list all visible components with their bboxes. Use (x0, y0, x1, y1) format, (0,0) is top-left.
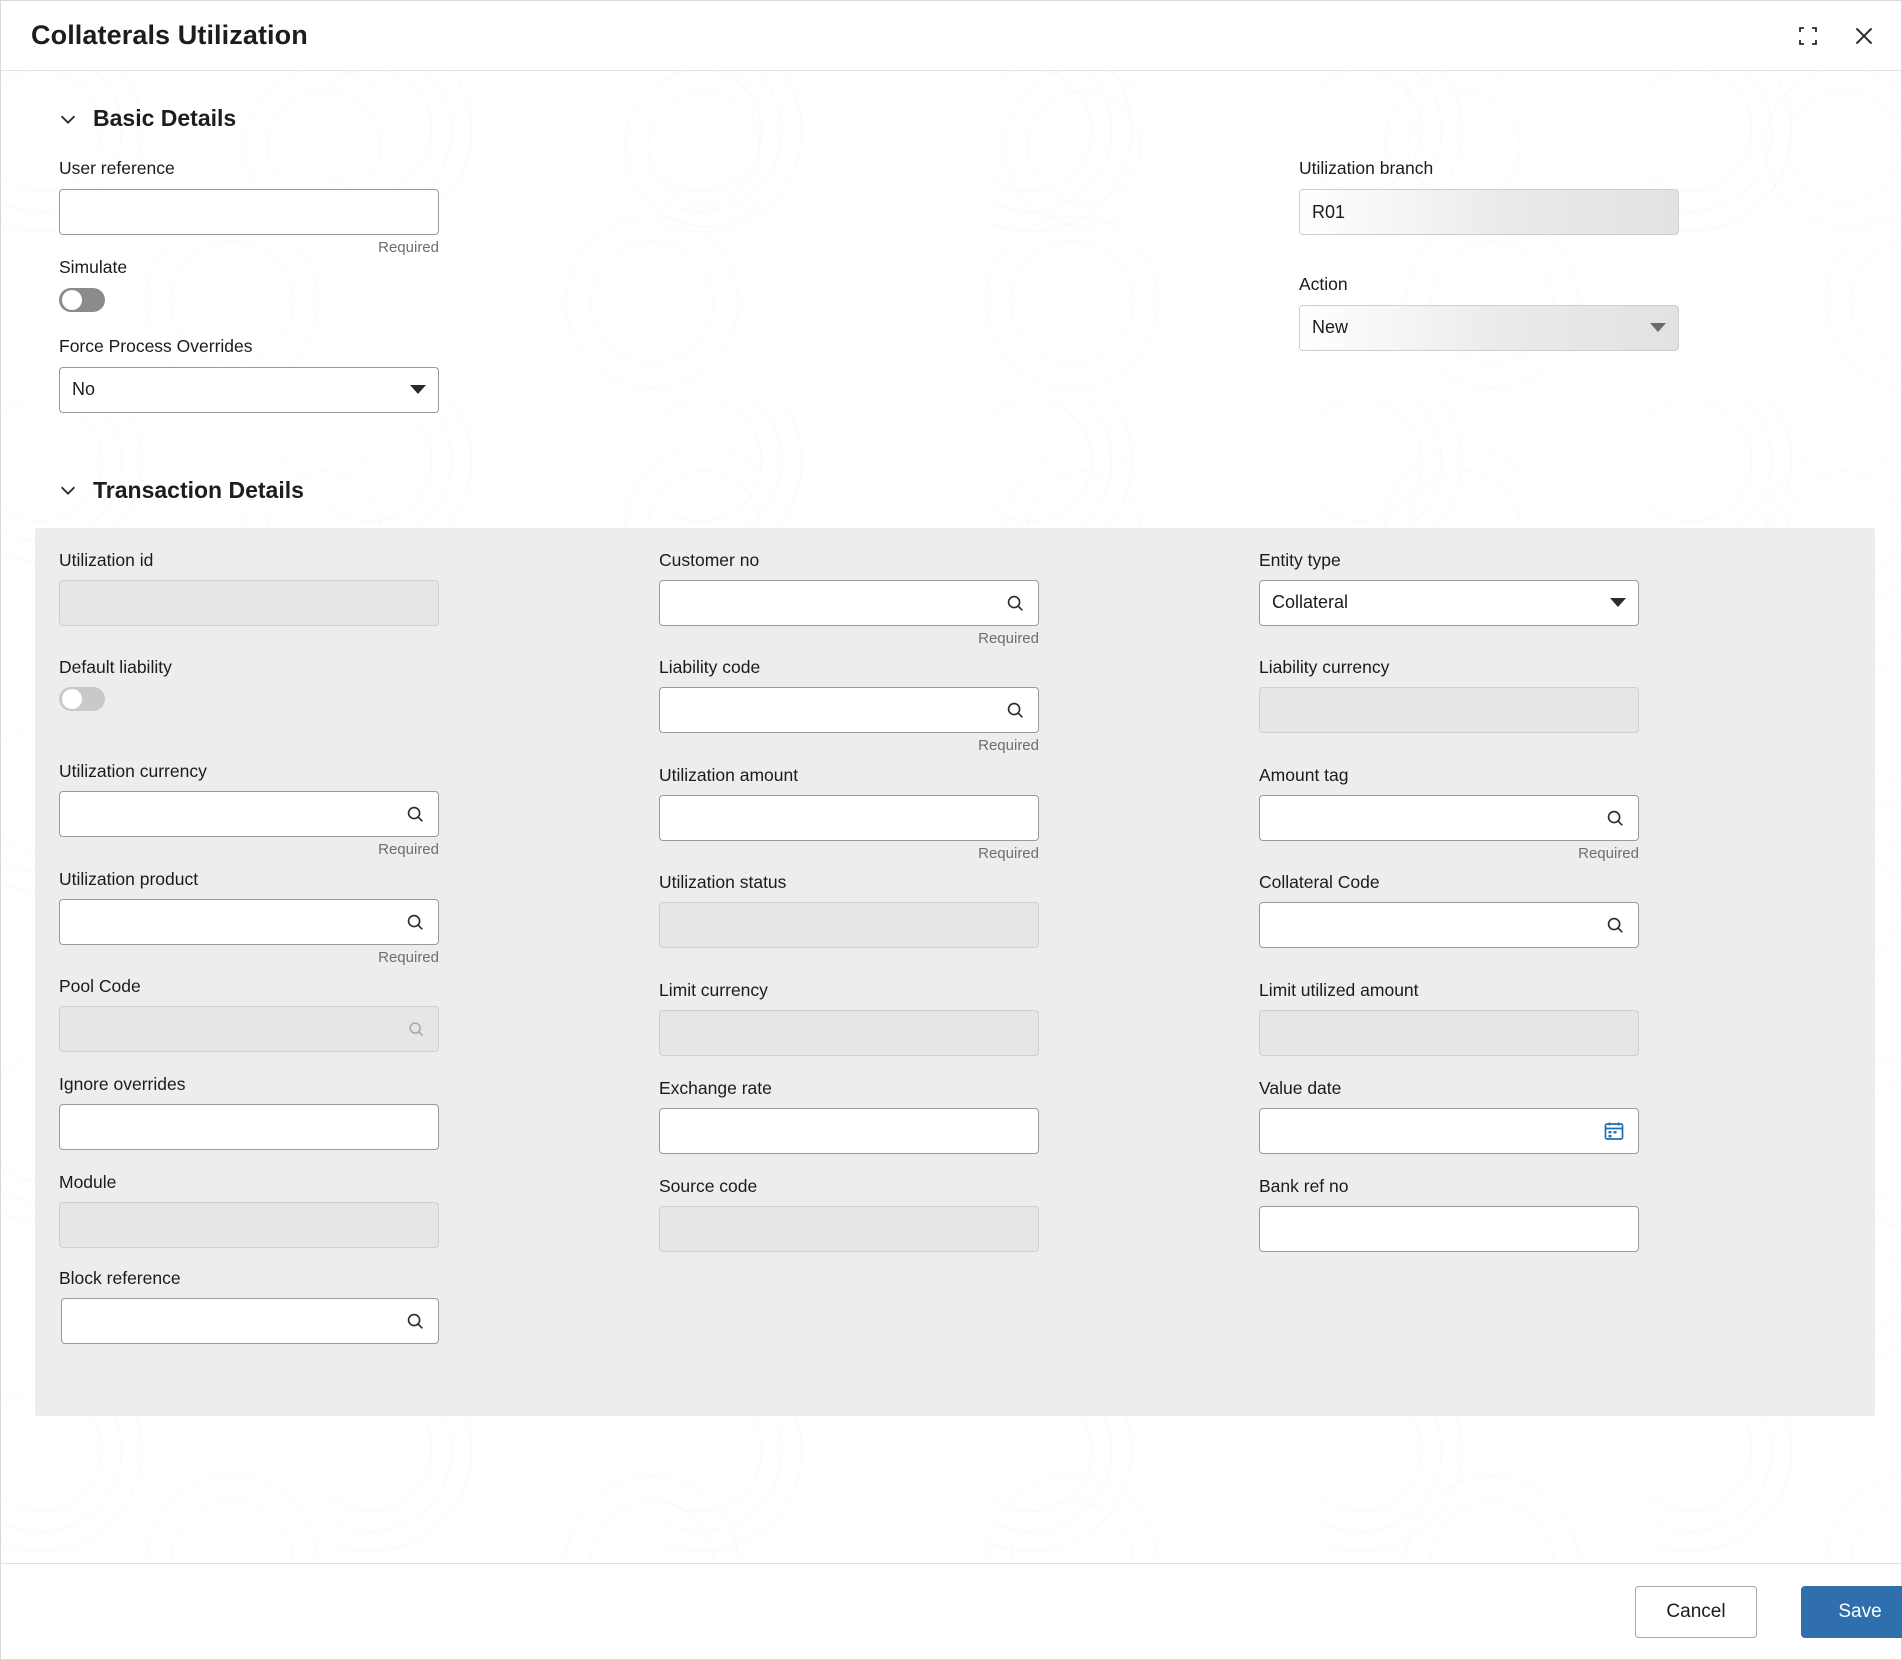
field-ignore-overrides (59, 1074, 439, 1162)
label-limit-utilized-amount: Limit utilized amount (1259, 979, 1419, 1000)
form-body (1, 71, 1901, 1563)
label-default-liability: Default liability (59, 657, 172, 677)
label-force-process-overrides: Force Process Overrides (59, 335, 253, 356)
utilization-currency-required-hint: Required (378, 841, 439, 858)
user-reference-input[interactable] (59, 189, 439, 235)
action-select[interactable] (1299, 305, 1679, 351)
field-pool-code (59, 976, 439, 1064)
field-source-code (659, 1176, 1039, 1252)
field-utilization-product (59, 869, 439, 967)
exchange-rate-input[interactable] (659, 1108, 1039, 1154)
field-utilization-status (659, 872, 1039, 970)
field-liability-code (659, 657, 1039, 755)
liability-code-input[interactable] (659, 687, 1039, 733)
collateral-code-input[interactable] (1259, 902, 1639, 948)
source-code-input (659, 1206, 1039, 1252)
field-bank-ref-no (1259, 1176, 1639, 1252)
dialog-footer (1, 1563, 1901, 1659)
transaction-col-3 (1259, 550, 1639, 1355)
label-liability-currency: Liability currency (1259, 657, 1390, 677)
field-customer-no (659, 550, 1039, 648)
field-collateral-code (1259, 872, 1639, 970)
ignore-overrides-input[interactable] (59, 1104, 439, 1150)
bank-ref-no-input[interactable] (1259, 1206, 1639, 1252)
label-source-code: Source code (659, 1175, 758, 1196)
force-process-overrides-select[interactable] (59, 367, 439, 413)
field-user-reference (59, 158, 439, 257)
pool-code-input (59, 1006, 439, 1052)
transaction-details-panel (35, 528, 1875, 1417)
limit-utilized-amount-input (1259, 1010, 1639, 1056)
field-value-date (1259, 1078, 1639, 1166)
field-utilization-branch (1299, 158, 1679, 257)
limit-currency-input (659, 1010, 1039, 1056)
label-amount-tag: Amount tag (1259, 764, 1349, 785)
label-utilization-currency: Utilization currency (59, 761, 207, 781)
field-exchange-rate (659, 1078, 1039, 1166)
utilization-amount-input[interactable] (659, 795, 1039, 841)
field-force-process-overrides (59, 336, 439, 413)
label-exchange-rate: Exchange rate (659, 1077, 772, 1098)
basic-col-2-spacer (609, 158, 1129, 413)
search-icon[interactable] (1604, 807, 1626, 829)
label-utilization-id: Utilization id (59, 549, 154, 570)
save-button[interactable]: Save (1801, 1586, 1902, 1638)
field-limit-currency (659, 980, 1039, 1068)
label-utilization-amount: Utilization amount (659, 764, 799, 785)
default-liability-toggle-knob (62, 689, 82, 709)
field-default-liability (59, 657, 439, 751)
amount-tag-input[interactable] (1259, 795, 1639, 841)
liability-code-required-hint: Required (978, 737, 1039, 754)
label-module: Module (59, 1172, 117, 1192)
field-liability-currency (1259, 657, 1639, 755)
utilization-id-input (59, 580, 439, 626)
field-action (1299, 274, 1679, 351)
close-icon[interactable] (1849, 21, 1879, 51)
label-user-reference: User reference (59, 158, 175, 178)
label-simulate: Simulate (59, 256, 128, 277)
field-module (59, 1172, 439, 1258)
liability-currency-input (1259, 687, 1639, 733)
label-customer-no: Customer no (659, 549, 760, 570)
customer-no-input[interactable] (659, 580, 1039, 626)
page-title: Collaterals Utilization (31, 20, 308, 50)
field-utilization-currency (59, 761, 439, 859)
section-title-transaction-details: Transaction Details (93, 476, 304, 503)
chevron-down-icon (57, 108, 79, 130)
amount-tag-required-hint: Required (1578, 844, 1639, 862)
field-simulate (59, 257, 439, 312)
chevron-down-icon (57, 479, 79, 501)
utilization-branch-input (1299, 189, 1679, 235)
user-reference-required-hint: Required (378, 239, 439, 256)
value-date-input[interactable] (1259, 1108, 1639, 1154)
field-amount-tag (1259, 765, 1639, 863)
search-icon[interactable] (1604, 914, 1626, 936)
basic-col-3 (1299, 158, 1679, 413)
search-icon[interactable] (1004, 592, 1026, 614)
transaction-col-2 (659, 550, 1039, 1355)
transaction-col-1 (59, 550, 439, 1355)
basic-details-grid (1, 132, 1901, 413)
chevron-down-icon (1650, 323, 1666, 332)
entity-type-select[interactable] (1259, 580, 1639, 626)
chevron-down-icon (1610, 598, 1626, 607)
label-utilization-product: Utilization product (59, 868, 199, 889)
search-icon[interactable] (1004, 699, 1026, 721)
form-content (1, 71, 1901, 1416)
section-header-transaction-details[interactable] (1, 413, 1901, 504)
chevron-down-icon (410, 385, 426, 394)
field-block-reference (59, 1268, 439, 1344)
utilization-branch-value: R01 (1312, 201, 1346, 222)
section-title-basic-details: Basic Details (93, 105, 237, 131)
window-titlebar (1, 1, 1901, 71)
label-utilization-status: Utilization status (659, 872, 787, 892)
label-limit-currency: Limit currency (659, 979, 768, 1000)
section-header-basic-details[interactable] (1, 71, 1901, 132)
default-liability-toggle[interactable] (59, 687, 105, 711)
field-entity-type (1259, 550, 1639, 648)
simulate-toggle-knob (62, 290, 82, 310)
field-utilization-id (59, 550, 439, 648)
field-utilization-amount (659, 765, 1039, 863)
module-input (59, 1202, 439, 1248)
utilization-currency-input[interactable] (59, 791, 439, 837)
utilization-product-input[interactable] (59, 899, 439, 945)
simulate-toggle[interactable] (59, 288, 105, 312)
label-liability-code: Liability code (659, 657, 761, 677)
label-ignore-overrides: Ignore overrides (59, 1074, 186, 1094)
search-icon[interactable] (404, 1310, 426, 1332)
utilization-status-input (659, 902, 1039, 948)
label-action: Action (1299, 273, 1348, 294)
action-value: New (1312, 317, 1349, 337)
field-limit-utilized-amount (1259, 980, 1639, 1068)
force-process-overrides-value: No (72, 379, 96, 399)
collapse-icon[interactable] (1793, 21, 1823, 51)
label-utilization-branch: Utilization branch (1299, 158, 1434, 178)
utilization-product-required-hint: Required (378, 948, 439, 966)
search-icon[interactable] (404, 803, 426, 825)
label-entity-type: Entity type (1259, 549, 1341, 570)
calendar-icon[interactable] (1602, 1119, 1626, 1143)
titlebar-actions (1793, 21, 1879, 51)
transaction-details-grid (35, 550, 1875, 1355)
label-block-reference: Block reference (59, 1268, 181, 1288)
label-pool-code: Pool Code (59, 976, 141, 996)
utilization-amount-required-hint: Required (978, 844, 1039, 862)
label-collateral-code: Collateral Code (1259, 872, 1380, 892)
cancel-button[interactable]: Cancel (1635, 1586, 1757, 1638)
basic-col-1 (59, 158, 439, 413)
search-icon (406, 1019, 426, 1039)
label-bank-ref-no: Bank ref no (1259, 1175, 1349, 1196)
entity-type-value: Collateral (1272, 592, 1349, 612)
label-value-date: Value date (1259, 1077, 1342, 1098)
search-icon[interactable] (404, 911, 426, 933)
customer-no-required-hint: Required (978, 629, 1039, 647)
block-reference-input[interactable] (61, 1298, 439, 1344)
